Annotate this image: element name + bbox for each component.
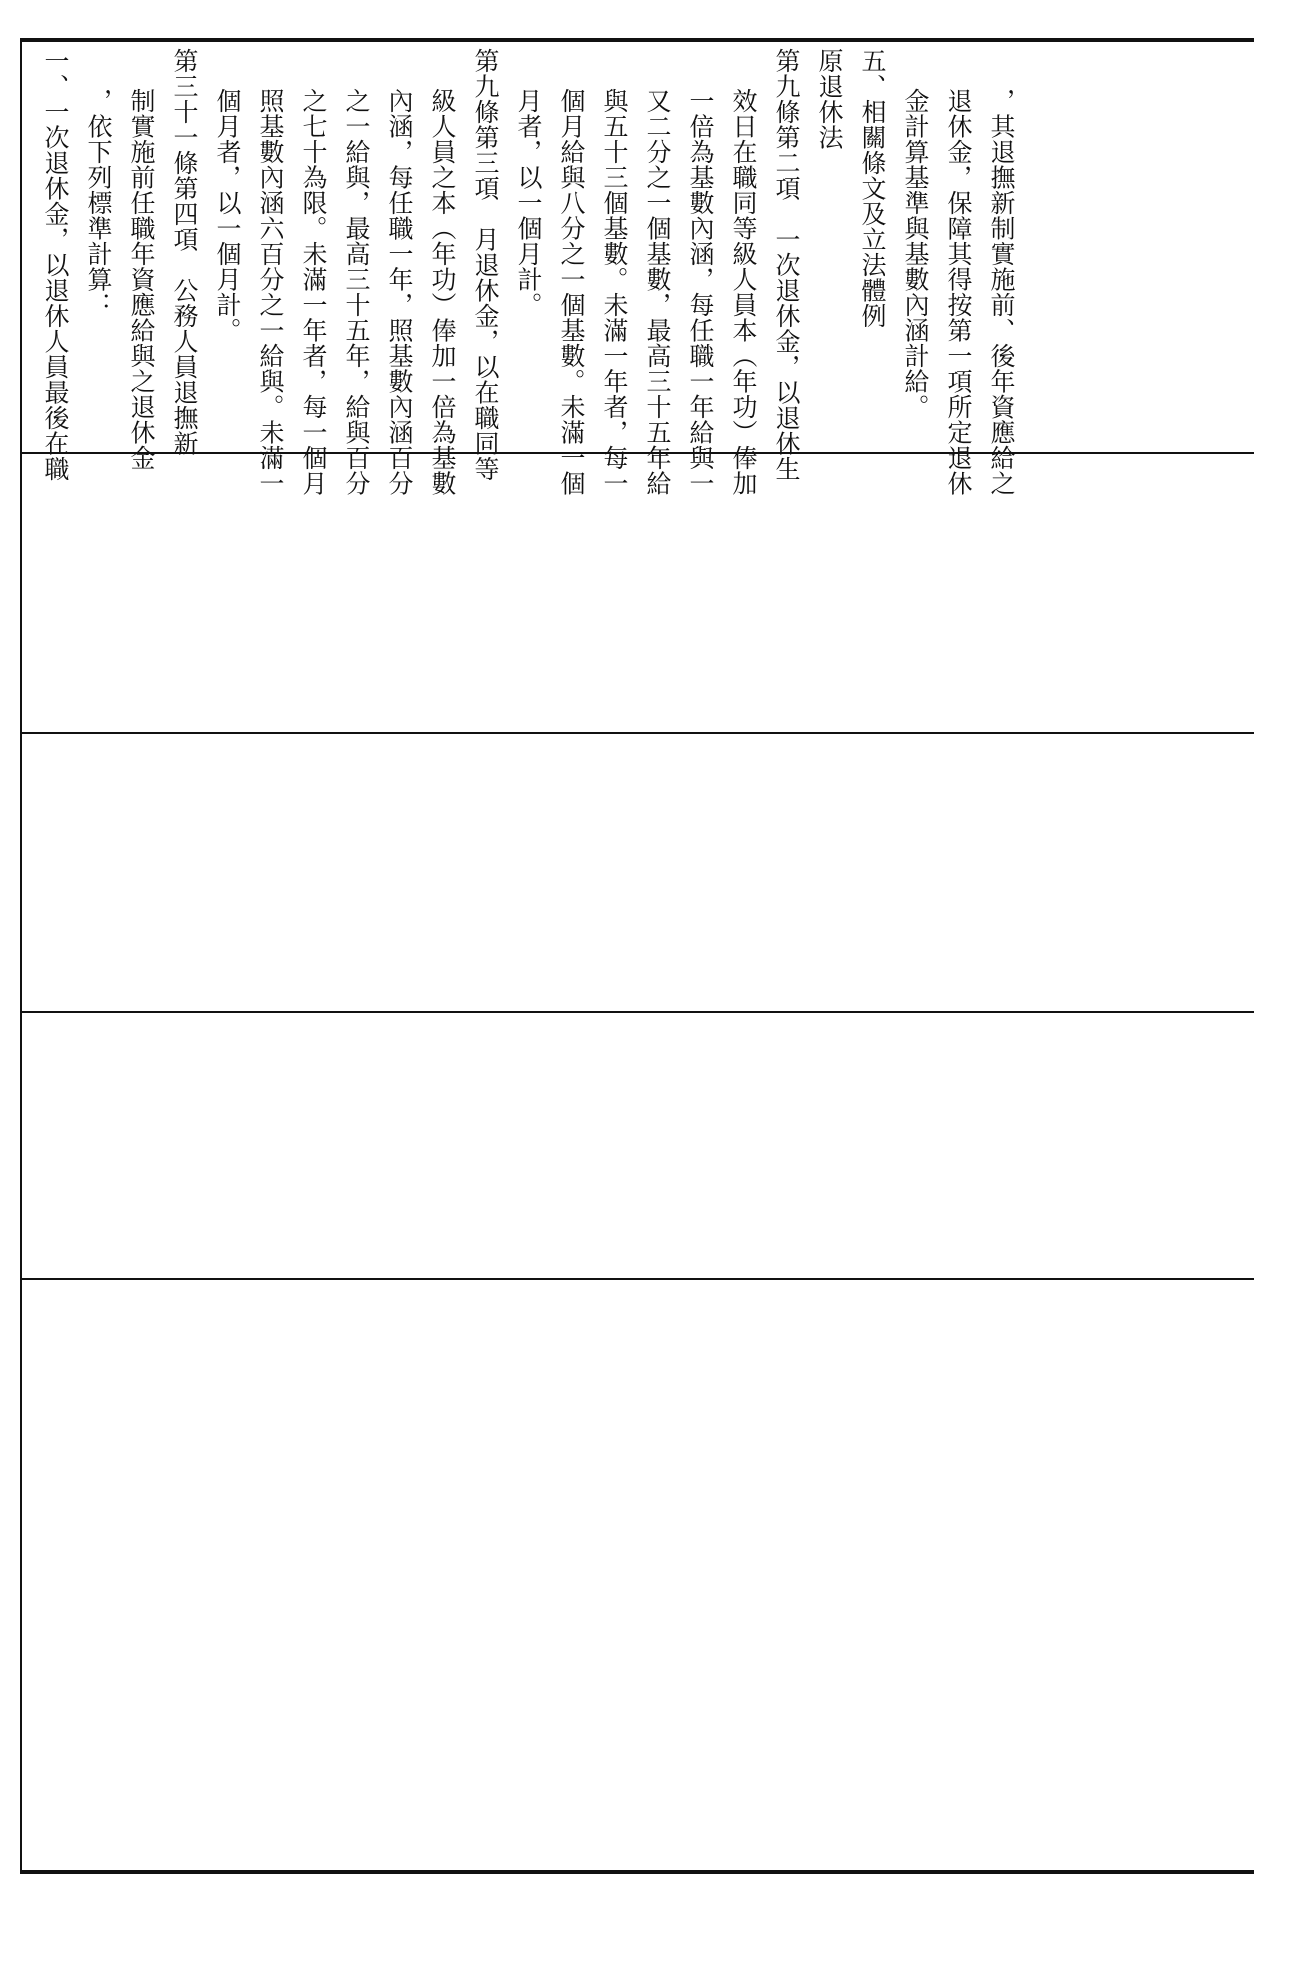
table-left-border xyxy=(20,38,22,1874)
row-divider xyxy=(20,452,1254,454)
text-column: 又二分之一個基數，最高三十五年給 xyxy=(643,88,672,496)
text-column: 之七十為限。未滿一年者，每一個月 xyxy=(299,88,328,496)
text-column: 效日在職同等級人員本（年功）俸加 xyxy=(729,88,758,496)
text-column: 內涵，每任職一年，照基數內涵百分 xyxy=(385,88,414,496)
text-column: 月者，以一個月計。 xyxy=(514,88,543,318)
text-column: 個月給與八分之一個基數。未滿一個 xyxy=(557,88,586,496)
text-column: ，其退撫新制實施前、後年資應給之 xyxy=(987,88,1016,496)
text-column: 照基數內涵六百分之一給與。未滿一 xyxy=(256,88,285,496)
text-column: 五、相關條文及立法體例 xyxy=(858,48,887,329)
text-column: 原退休法 xyxy=(815,48,844,150)
row-divider xyxy=(20,1011,1254,1013)
text-column: 一、一次退休金，以退休人員最後在職 xyxy=(41,48,70,482)
text-column: 第三十一條第四項 公務人員退撫新 xyxy=(170,48,199,456)
text-column: 級人員之本（年功）俸加一倍為基數 xyxy=(428,88,457,496)
table-top-border xyxy=(20,38,1254,42)
text-column: 個月者，以一個月計。 xyxy=(213,88,242,343)
text-column: ，依下列標準計算： xyxy=(84,88,113,318)
text-column: 金計算基準與基數內涵計給。 xyxy=(901,88,930,420)
text-column: 第九條第二項 一次退休金，以退休生 xyxy=(772,48,801,482)
table-bottom-border xyxy=(20,1870,1254,1874)
text-column: 與五十三個基數。未滿一年者，每一 xyxy=(600,88,629,496)
row-divider xyxy=(20,1278,1254,1280)
text-column: 退休金，保障其得按第一項所定退休 xyxy=(944,88,973,496)
text-column: 之一給與，最高三十五年，給與百分 xyxy=(342,88,371,496)
text-column: 制實施前任職年資應給與之退休金 xyxy=(127,88,156,471)
table-frame xyxy=(20,38,1254,1963)
text-column: 第九條第三項 月退休金，以在職同等 xyxy=(471,48,500,482)
text-column: 一倍為基數內涵，每任職一年給與一 xyxy=(686,88,715,496)
row-divider xyxy=(20,732,1254,734)
